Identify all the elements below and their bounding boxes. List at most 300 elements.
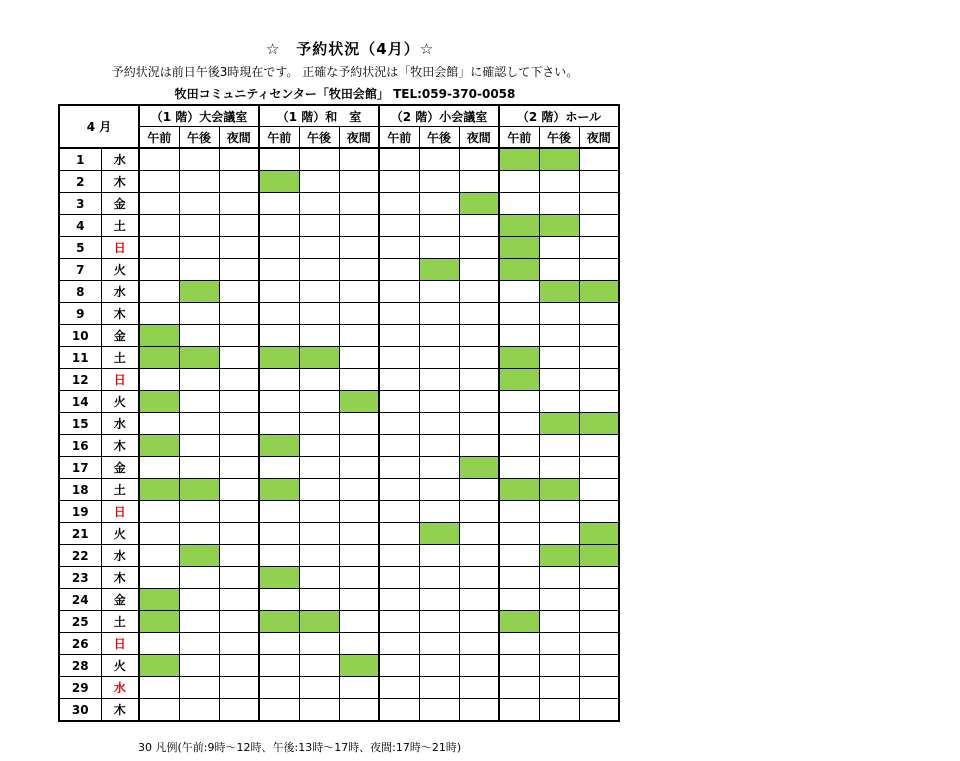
slot-booked [139, 391, 179, 413]
slot-available [299, 567, 339, 589]
slot-available [379, 281, 419, 303]
slot-available [259, 523, 299, 545]
slot-available [539, 633, 579, 655]
table-row [59, 699, 619, 722]
weekday: 火 [101, 523, 139, 545]
table-row [59, 237, 619, 259]
slot-available [379, 611, 419, 633]
slot-booked [539, 281, 579, 303]
slot-available [379, 501, 419, 523]
slot-available [579, 347, 619, 369]
weekday: 日 [101, 237, 139, 259]
slot-available [339, 325, 379, 347]
slot-available [499, 457, 539, 479]
slot-booked [179, 479, 219, 501]
slot-available [139, 545, 179, 567]
slot-header: 午前 [259, 127, 299, 149]
slot-booked [579, 413, 619, 435]
weekday: 水 [101, 677, 139, 699]
contact-info: 牧田コミュニティセンター「牧田会館」 TEL:059-370-0058 [174, 87, 516, 101]
slot-available [299, 259, 339, 281]
slot-booked [259, 347, 299, 369]
weekday: 水 [101, 281, 139, 303]
slot-available [459, 259, 499, 281]
slot-available [299, 391, 339, 413]
slot-booked [299, 611, 339, 633]
slot-available [499, 413, 539, 435]
table-row [59, 171, 619, 193]
slot-available [139, 281, 179, 303]
slot-available [259, 391, 299, 413]
slot-available [219, 413, 259, 435]
slot-booked [499, 347, 539, 369]
slot-booked [499, 259, 539, 281]
slot-available [179, 699, 219, 722]
slot-available [579, 699, 619, 722]
weekday: 金 [101, 589, 139, 611]
slot-available [379, 391, 419, 413]
slot-available [539, 391, 579, 413]
slot-available [219, 655, 259, 677]
slot-booked [579, 545, 619, 567]
slot-available [339, 193, 379, 215]
slot-available [219, 699, 259, 722]
slot-available [419, 567, 459, 589]
day-number: 19 [59, 501, 101, 523]
slot-available [259, 545, 299, 567]
weekday: 日 [101, 633, 139, 655]
day-number: 17 [59, 457, 101, 479]
slot-booked [499, 611, 539, 633]
weekday: 水 [101, 148, 139, 171]
slot-available [499, 633, 539, 655]
slot-available [379, 259, 419, 281]
slot-available [419, 215, 459, 237]
slot-available [379, 567, 419, 589]
slot-available [139, 501, 179, 523]
slot-available [579, 655, 619, 677]
slot-booked [499, 215, 539, 237]
slot-available [259, 281, 299, 303]
slot-available [579, 325, 619, 347]
slot-available [459, 347, 499, 369]
slot-available [419, 171, 459, 193]
slot-available [219, 633, 259, 655]
slot-available [459, 545, 499, 567]
slot-available [219, 677, 259, 699]
slot-available [459, 303, 499, 325]
slot-available [539, 325, 579, 347]
slot-available [179, 148, 219, 171]
slot-available [459, 633, 499, 655]
slot-available [339, 699, 379, 722]
slot-available [139, 237, 179, 259]
slot-available [259, 325, 299, 347]
slot-available [379, 347, 419, 369]
slot-available [579, 303, 619, 325]
day-number: 18 [59, 479, 101, 501]
slot-available [419, 391, 459, 413]
slot-available [579, 148, 619, 171]
slot-available [579, 611, 619, 633]
slot-booked [139, 655, 179, 677]
slot-available [259, 677, 299, 699]
slot-available [539, 611, 579, 633]
slot-header: 午前 [379, 127, 419, 149]
table-row [59, 479, 619, 501]
slot-available [139, 369, 179, 391]
weekday: 土 [101, 611, 139, 633]
weekday: 金 [101, 325, 139, 347]
table-row [59, 281, 619, 303]
slot-available [459, 523, 499, 545]
slot-available [579, 677, 619, 699]
weekday: 火 [101, 259, 139, 281]
slot-available [539, 237, 579, 259]
table-row [59, 633, 619, 655]
table-row [59, 611, 619, 633]
weekday: 木 [101, 699, 139, 722]
slot-available [139, 303, 179, 325]
slot-available [539, 457, 579, 479]
slot-available [539, 259, 579, 281]
slot-booked [259, 171, 299, 193]
table-row [59, 369, 619, 391]
slot-available [379, 457, 419, 479]
slot-booked [499, 479, 539, 501]
slot-available [339, 611, 379, 633]
slot-header: 午後 [539, 127, 579, 149]
table-row [59, 567, 619, 589]
slot-available [499, 545, 539, 567]
weekday: 土 [101, 479, 139, 501]
slot-header-row [59, 127, 619, 149]
slot-available [419, 237, 459, 259]
slot-available [219, 457, 259, 479]
slot-available [339, 237, 379, 259]
slot-available [179, 435, 219, 457]
room-header-large-meeting: （1 階）大会議室 [139, 105, 259, 127]
table-row [59, 413, 619, 435]
slot-available [539, 369, 579, 391]
slot-available [219, 303, 259, 325]
table-row [59, 545, 619, 567]
slot-booked [179, 545, 219, 567]
slot-available [499, 567, 539, 589]
slot-available [499, 303, 539, 325]
slot-available [459, 391, 499, 413]
slot-booked [259, 611, 299, 633]
slot-available [499, 281, 539, 303]
legend: 30 凡例(午前:9時～12時、午後:13時～17時、夜間:17時～21時) [138, 741, 462, 754]
day-number: 15 [59, 413, 101, 435]
slot-available [339, 589, 379, 611]
slot-available [539, 655, 579, 677]
slot-available [379, 699, 419, 722]
slot-available [459, 369, 499, 391]
table-row [59, 457, 619, 479]
slot-available [219, 171, 259, 193]
slot-booked [579, 523, 619, 545]
table-row [59, 391, 619, 413]
slot-available [179, 589, 219, 611]
day-number: 22 [59, 545, 101, 567]
slot-available [299, 281, 339, 303]
slot-booked [419, 259, 459, 281]
slot-available [539, 303, 579, 325]
slot-available [139, 677, 179, 699]
slot-available [419, 413, 459, 435]
slot-available [499, 589, 539, 611]
weekday: 木 [101, 567, 139, 589]
slot-booked [139, 479, 179, 501]
day-number: 21 [59, 523, 101, 545]
slot-available [219, 435, 259, 457]
slot-available [179, 523, 219, 545]
slot-available [419, 677, 459, 699]
slot-available [299, 413, 339, 435]
slot-available [339, 347, 379, 369]
table-row [59, 435, 619, 457]
slot-available [259, 457, 299, 479]
slot-available [379, 148, 419, 171]
day-number: 30 [59, 699, 101, 722]
slot-booked [179, 281, 219, 303]
slot-booked [539, 148, 579, 171]
slot-available [139, 699, 179, 722]
day-number: 29 [59, 677, 101, 699]
slot-available [219, 545, 259, 567]
slot-available [539, 523, 579, 545]
slot-available [299, 325, 339, 347]
table-row [59, 655, 619, 677]
day-number: 10 [59, 325, 101, 347]
slot-header: 午前 [499, 127, 539, 149]
slot-available [339, 148, 379, 171]
slot-available [579, 435, 619, 457]
slot-available [419, 347, 459, 369]
slot-available [539, 193, 579, 215]
slot-available [379, 589, 419, 611]
day-number: 9 [59, 303, 101, 325]
slot-available [179, 369, 219, 391]
slot-available [579, 215, 619, 237]
slot-available [299, 699, 339, 722]
weekday: 火 [101, 655, 139, 677]
slot-available [339, 523, 379, 545]
slot-booked [499, 369, 539, 391]
slot-booked [579, 281, 619, 303]
slot-available [379, 171, 419, 193]
slot-available [379, 633, 419, 655]
slot-available [459, 567, 499, 589]
notice-text: 予約状況は前日午後3時現在です。 正確な予約状況は「牧田会館」に確認して下さい。 [111, 65, 579, 79]
slot-available [379, 237, 419, 259]
slot-available [139, 259, 179, 281]
table-row [59, 677, 619, 699]
day-number: 23 [59, 567, 101, 589]
table-row [59, 589, 619, 611]
slot-available [539, 347, 579, 369]
slot-available [579, 589, 619, 611]
slot-available [539, 699, 579, 722]
slot-booked [539, 413, 579, 435]
slot-booked [139, 589, 179, 611]
day-number: 16 [59, 435, 101, 457]
slot-available [419, 281, 459, 303]
slot-available [219, 611, 259, 633]
slot-available [339, 303, 379, 325]
slot-available [379, 193, 419, 215]
slot-available [459, 171, 499, 193]
slot-available [579, 369, 619, 391]
slot-booked [499, 148, 539, 171]
slot-available [419, 545, 459, 567]
slot-available [179, 413, 219, 435]
slot-available [499, 523, 539, 545]
slot-available [179, 567, 219, 589]
slot-available [259, 237, 299, 259]
slot-header: 夜間 [459, 127, 499, 149]
slot-available [259, 193, 299, 215]
day-number: 2 [59, 171, 101, 193]
weekday: 金 [101, 457, 139, 479]
slot-available [179, 193, 219, 215]
slot-available [459, 325, 499, 347]
slot-available [179, 391, 219, 413]
reservation-table [58, 104, 620, 722]
slot-available [379, 523, 419, 545]
weekday: 金 [101, 193, 139, 215]
slot-available [259, 699, 299, 722]
day-number: 8 [59, 281, 101, 303]
slot-available [339, 413, 379, 435]
slot-available [299, 193, 339, 215]
slot-available [459, 611, 499, 633]
slot-booked [539, 215, 579, 237]
slot-available [219, 237, 259, 259]
slot-available [499, 655, 539, 677]
slot-available [299, 215, 339, 237]
slot-available [299, 677, 339, 699]
slot-available [419, 611, 459, 633]
slot-available [419, 148, 459, 171]
slot-available [419, 325, 459, 347]
slot-booked [459, 457, 499, 479]
day-number: 25 [59, 611, 101, 633]
slot-available [259, 259, 299, 281]
slot-booked [139, 325, 179, 347]
slot-available [299, 369, 339, 391]
slot-available [299, 237, 339, 259]
slot-available [339, 501, 379, 523]
slot-available [219, 523, 259, 545]
slot-available [579, 193, 619, 215]
slot-booked [539, 545, 579, 567]
slot-available [499, 171, 539, 193]
slot-available [459, 501, 499, 523]
slot-available [339, 677, 379, 699]
slot-available [419, 435, 459, 457]
slot-available [499, 699, 539, 722]
day-number: 11 [59, 347, 101, 369]
table-row [59, 193, 619, 215]
slot-available [539, 501, 579, 523]
day-number: 14 [59, 391, 101, 413]
slot-available [219, 193, 259, 215]
slot-available [339, 545, 379, 567]
slot-available [219, 501, 259, 523]
slot-available [219, 325, 259, 347]
slot-available [339, 633, 379, 655]
slot-available [579, 501, 619, 523]
slot-available [339, 479, 379, 501]
weekday: 木 [101, 303, 139, 325]
slot-available [499, 391, 539, 413]
slot-available [419, 479, 459, 501]
slot-available [419, 457, 459, 479]
slot-available [459, 148, 499, 171]
table-header [59, 105, 619, 148]
slot-available [459, 677, 499, 699]
slot-available [459, 699, 499, 722]
slot-available [139, 457, 179, 479]
slot-available [179, 655, 219, 677]
slot-available [339, 281, 379, 303]
slot-booked [339, 391, 379, 413]
slot-header: 夜間 [339, 127, 379, 149]
slot-available [579, 633, 619, 655]
slot-available [539, 589, 579, 611]
slot-available [179, 303, 219, 325]
slot-available [219, 391, 259, 413]
slot-available [379, 677, 419, 699]
slot-available [299, 479, 339, 501]
slot-available [179, 325, 219, 347]
slot-available [419, 193, 459, 215]
room-header-hall: （2 階）ホール [499, 105, 619, 127]
slot-available [419, 501, 459, 523]
slot-header: 夜間 [219, 127, 259, 149]
day-number: 12 [59, 369, 101, 391]
slot-available [259, 655, 299, 677]
slot-available [259, 215, 299, 237]
slot-available [499, 193, 539, 215]
slot-available [499, 325, 539, 347]
slot-available [219, 148, 259, 171]
slot-available [379, 215, 419, 237]
day-number: 28 [59, 655, 101, 677]
day-number: 26 [59, 633, 101, 655]
slot-header: 午後 [299, 127, 339, 149]
slot-available [579, 391, 619, 413]
slot-available [339, 171, 379, 193]
slot-available [379, 303, 419, 325]
slot-available [259, 633, 299, 655]
slot-booked [139, 611, 179, 633]
weekday: 土 [101, 347, 139, 369]
slot-booked [499, 237, 539, 259]
day-number: 3 [59, 193, 101, 215]
slot-available [339, 259, 379, 281]
slot-available [539, 567, 579, 589]
slot-available [139, 633, 179, 655]
slot-available [459, 655, 499, 677]
slot-booked [339, 655, 379, 677]
slot-available [259, 303, 299, 325]
weekday: 木 [101, 171, 139, 193]
slot-available [339, 369, 379, 391]
